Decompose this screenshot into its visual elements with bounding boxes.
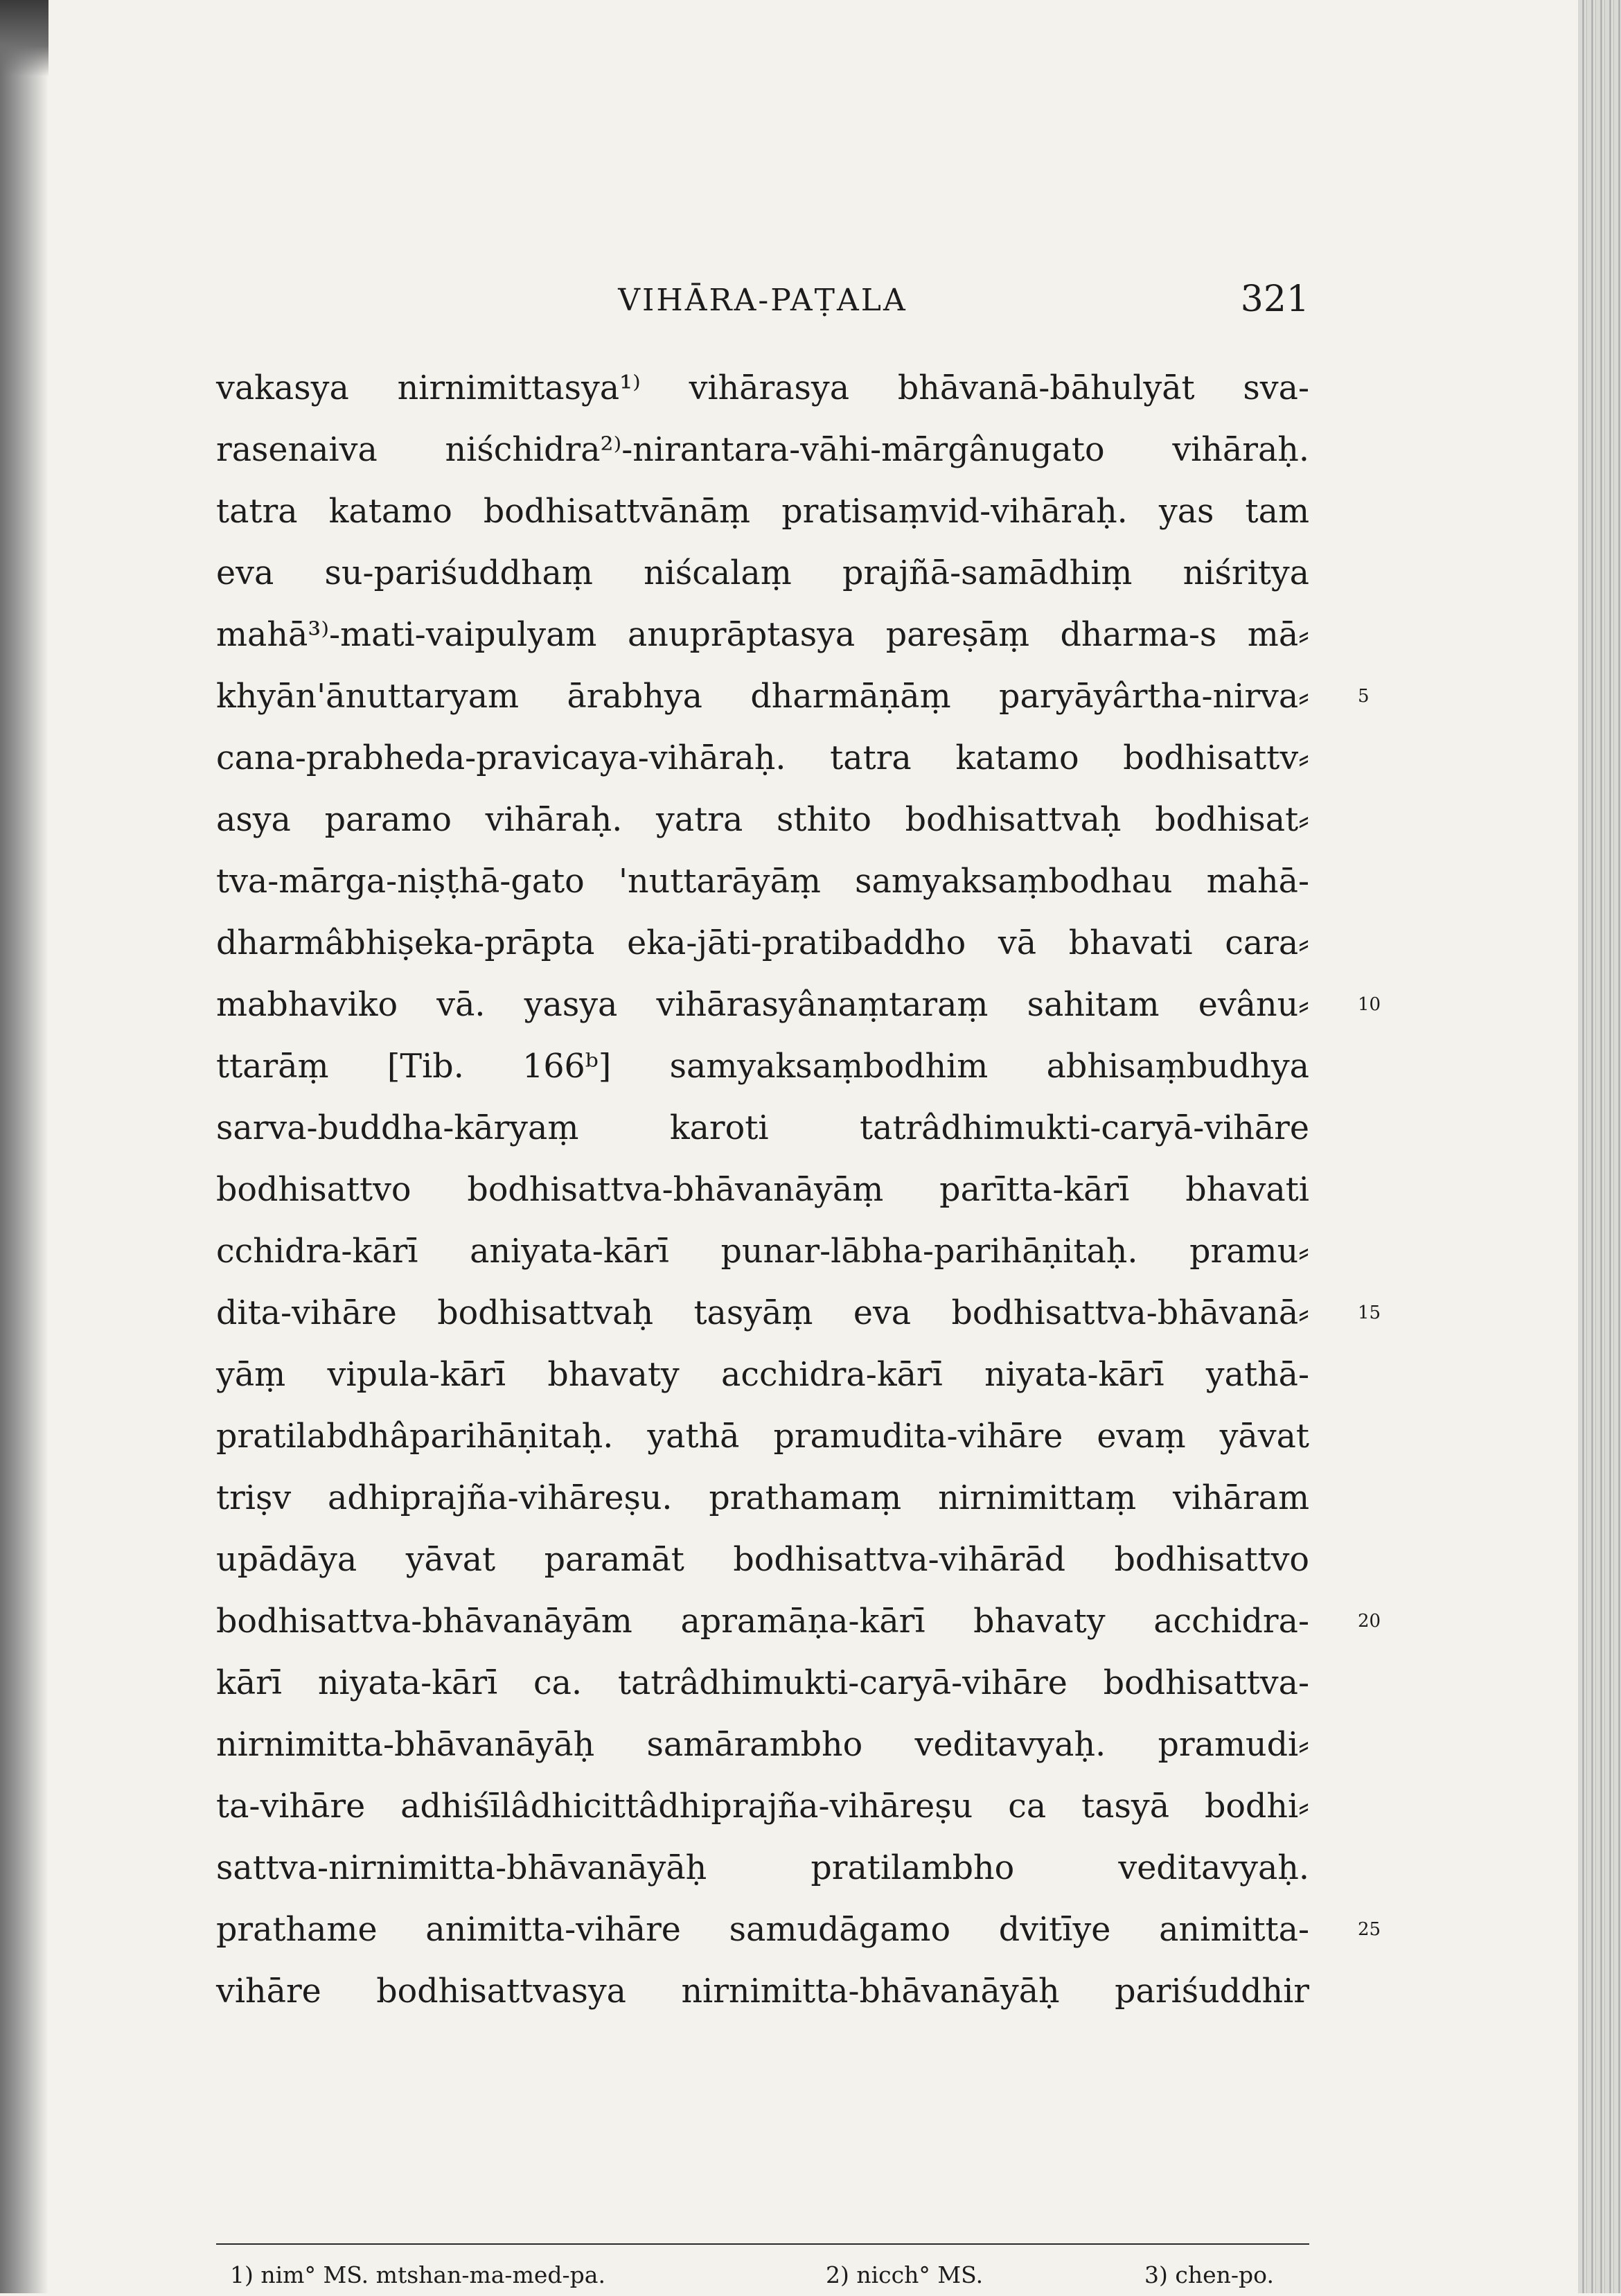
text-line: vakasya nirnimittasya¹⁾ vihārasya bhāvanā-bāhulyāt sva- [216, 369, 1309, 407]
text-line: bodhisattva-bhāvanāyām apramāṇa-kārī bhavaty acchidra- [216, 1602, 1309, 1641]
book-page [216, 279, 1381, 2288]
text-line: ttarāṃ [Tib. 166ᵇ] samyaksaṃbodhim abhisaṃbudhya [216, 1048, 1309, 1086]
text-line: cchidra-kārī aniyata-kārī punar-lābha-parihāṇitaḥ. pramu⸗ 15 [216, 1221, 1309, 1282]
text-line: yāṃ vipula-kārī bhavaty acchidra-kārī niyata-kārī yathā- [216, 1356, 1309, 1394]
line-number-20: 20 [1358, 1611, 1381, 1632]
text-line: tva-mārga-niṣṭhā-gato 'nuttarāyāṃ samyaksaṃbodhau mahā- [216, 863, 1309, 901]
line-number-10: 10 [1358, 994, 1381, 1015]
text-line: eva su-pariśuddhaṃ niścalaṃ prajñā-samādhiṃ niśritya [216, 554, 1309, 592]
line-number-25: 25 [1358, 1919, 1381, 1940]
text-line: khyān'ānuttaryam ārabhya dharmāṇāṃ paryāyârtha-nirva⸗ [216, 678, 1309, 716]
scan-right-edge [1578, 0, 1621, 2293]
line-number-15: 15 [1358, 1302, 1381, 1323]
text-line: prathame animitta-vihāre samudāgamo dvitīye animitta- [216, 1911, 1309, 1949]
body-text [216, 357, 1381, 2022]
text-line: upādāya yāvat paramāt bodhisattva-vihārād bodhisattvo 20 [216, 1529, 1309, 1591]
text-line: dharmâbhiṣeka-prāpta eka-jāti-pratibaddho vā bhavati cara⸗ 10 [216, 912, 1309, 974]
text-line: mabhaviko vā. yasya vihārasyânaṃtaraṃ sahitam evânu⸗ [216, 986, 1309, 1024]
scan-left-corner-shadow [0, 0, 48, 76]
footnote-3: 3) chen-po. [1144, 2261, 1274, 2288]
line-number-5: 5 [1358, 686, 1370, 707]
text-line: mahā³⁾-mati-vaipulyam anuprāptasya pareṣāṃ dharma-s mā⸗ 5 [216, 604, 1309, 666]
text-line: cana-prabheda-pravicaya-vihāraḥ. tatra katamo bodhisattv⸗ [216, 739, 1309, 777]
page-number: 321 [1240, 279, 1309, 320]
page-header [216, 279, 1309, 331]
text-line: vihāre bodhisattvasya nirnimitta-bhāvanāyāḥ pariśuddhir [216, 1972, 1309, 2011]
text-line: kārī niyata-kārī ca. tatrâdhimukti-caryā-vihāre bodhisattva- [216, 1664, 1309, 1702]
text-line: tatra katamo bodhisattvānāṃ pratisaṃvid-vihāraḥ. yas tam [216, 493, 1309, 531]
text-line: triṣv adhiprajña-vihāreṣu. prathamaṃ nirnimittaṃ vihāram [216, 1479, 1309, 1517]
text-line: dita-vihāre bodhisattvaḥ tasyāṃ eva bodhisattva-bhāvanā⸗ [216, 1294, 1309, 1332]
text-line: sarva-buddha-kāryaṃ karoti tatrâdhimukti-caryā-vihāre [216, 1109, 1309, 1147]
footnote-1: 1) nim° MS. mtshan-ma-med-pa. [230, 2261, 605, 2288]
text-line: rasenaiva niśchidra²⁾-nirantara-vāhi-mārgânugato vihāraḥ. [216, 431, 1309, 469]
text-line: pratilabdhâparihāṇitaḥ. yathā pramudita-vihāre evaṃ yāvat [216, 1418, 1309, 1456]
footnote-2: 2) nicch° MS. [826, 2261, 984, 2288]
text-line: asya paramo vihāraḥ. yatra sthito bodhisattvaḥ bodhisat⸗ [216, 801, 1309, 839]
text-line: nirnimitta-bhāvanāyāḥ samārambho veditavyaḥ. pramudi⸗ [216, 1726, 1309, 1764]
text-line: sattva-nirnimitta-bhāvanāyāḥ pratilambho veditavyaḥ. 25 [216, 1837, 1309, 1899]
footnote-rule [216, 2243, 1309, 2245]
text-line: ta-vihāre adhiśīlâdhicittâdhiprajña-vihāreṣu ca tasyā bodhi⸗ [216, 1787, 1309, 1826]
scan-left-edge [0, 0, 48, 2293]
text-line: bodhisattvo bodhisattva-bhāvanāyāṃ parītta-kārī bhavati [216, 1171, 1309, 1209]
running-head: VIHĀRA-PAṬALA [618, 283, 907, 318]
footnotes [230, 2254, 1309, 2296]
